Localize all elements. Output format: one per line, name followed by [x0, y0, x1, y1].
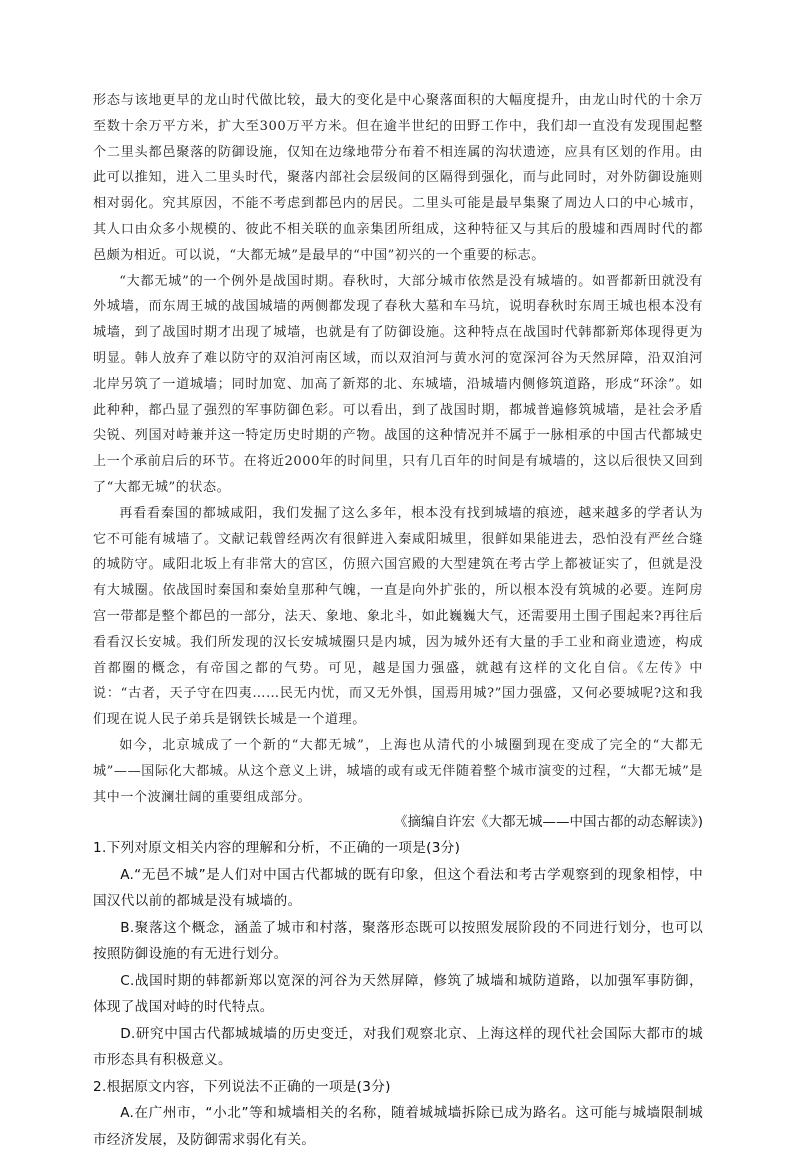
essay-body [93, 88, 703, 810]
essay-paragraph: 如今，北京城成了一个新的“大都无城”，上海也从清代的小城圈到现在变成了完全的“大都无城”——国际化大都城。从这个意义上讲，城墙的或有或无伴随着整个城市演变的过程，“大都无城”是其中一个波澜壮阔的重要组成部分。 [93, 737, 703, 805]
essay-paragraph: 再看看秦国的都城咸阳，我们发掘了这么多年，根本没有找到城墙的痕迹，越来越多的学者认为它不可能有城墙了。文献记载曾经两次有很鲜进入秦咸阳城里，很鲜如果能进去，恐怕没有严丝合缝的城防守。咸阳北坂上有非常大的宫区，仿照六国宫殿的大型建筑在考古学上都被证实了，但就是没有大城圈。依战国时秦国和秦始皇那种气魄，一直是向外扩张的，所以根本没有筑城的必要。连阿房宫一带都是整个都邑的一部分，法天、象地、象北斗，如此巍巍大气，还需要用土围子围起来?再往后看看汉长安城。我们所发现的汉长安城城圈只是内城，因为城外还有大量的手工业和商业遗迹，构成首都圈的概念，有帝国之都的气势。可见，越是国力强盛，就越有这样的文化自信。《左传》中说：“古者，天子守在四夷……民无内忧，而又无外惧，国焉用城?”国力强盛，又何必要城呢?这和我们现在说人民子弟兵是钢铁长城是一个道理。 [93, 505, 703, 728]
document-page [93, 88, 703, 1153]
answer-option: B.聚落这个概念，涵盖了城市和村落，聚落形态既可以按照发展阶段的不同进行划分，也可以按照防御设施的有无进行划分。 [93, 919, 703, 963]
answer-option: A.“无邑不城”是人们对中国古代都城的既有印象，但这个看法和考古学观察到的现象相悖，中国汉代以前的都城是没有城墙的。 [93, 866, 703, 910]
source-citation: 《摘编自许宏《大都无城——中国古都的动态解读》) [393, 814, 703, 831]
question-stem: 1.下列对原文相关内容的理解和分析，不正确的一项是(3分) [93, 840, 461, 857]
answer-option: C.战国时期的韩都新郑以宽深的河谷为天然屏障，修筑了城墙和城防道路，以加强军事防御，体现了战国对峙的时代特点。 [93, 972, 703, 1016]
question-stem: 2.根据原文内容，下列说法不正确的一项是(3分) [93, 1078, 391, 1095]
question-1 [93, 835, 703, 1074]
essay-paragraph: 形态与该地更早的龙山时代做比较，最大的变化是中心聚落面积的大幅度提升，由龙山时代的十余万至数十余万平方米，扩大至300万平方米。但在逾半世纪的田野工作中，我们却一直没有发现围起整个二里头都邑聚落的防御设施，仅知在边缘地带分布着不相连属的沟状遗迹，应具有区划的作用。由此可以推知，进入二里头时代，聚落内部社会层级间的区隔得到强化，而与此同时，对外防御设施则相对弱化。究其原因，不能不考虑到都邑内的居民。二里头可能是最早集聚了周边人口的中心城市，其人口由众多小规模的、彼此不相关联的血亲集团所组成，这种特征又与其后的殷墟和西周时代的都邑颇为相近。可以说，“大都无城”是最早的“中国”初兴的一个重要的标志。 [93, 93, 703, 263]
question-2 [93, 1074, 703, 1153]
answer-option: D.研究中国古代都城城墙的历史变迁，对我们观察北京、上海这样的现代社会国际大都市的城市形态具有积极意义。 [93, 1025, 703, 1069]
essay-paragraph: “大都无城”的一个例外是战国时期。春秋时，大部分城市依然是没有城墙的。如晋都新田就没有外城墙，而东周王城的战国城墙的两侧都发现了春秋大墓和车马坑，说明春秋时东周王城也根本没有城墙，到了战国时期才出现了城墙，也就是有了防御设施。这种特点在战国时代韩都新郑体现得更为明显。韩人放弃了难以防守的双洎河南区域，而以双洎河与黄水河的宽深河谷为天然屏障，沿双洎河北岸另筑了一道城墙；同时加宽、加高了新郑的北、东城墙，沿城墙内侧修筑道路，形成“环涂”。如此种种，都凸显了强烈的军事防御色彩。可以看出，到了战国时期，都城普遍修筑城墙，是社会矛盾尖锐、列国对峙兼并这一特定历史时期的产物。战国的这种情况并不属于一脉相承的中国古代都城史上一个承前启后的环节。在将近2000年的时间里，只有几百年的时间是有城墙的，这以后很快又回到了“大都无城”的状态。 [93, 273, 703, 495]
answer-option: A.在广州市，“小北”等和城墙相关的名称，随着城城墙拆除已成为路名。这可能与城墙限制城市经济发展，及防御需求弱化有关。 [93, 1105, 703, 1148]
